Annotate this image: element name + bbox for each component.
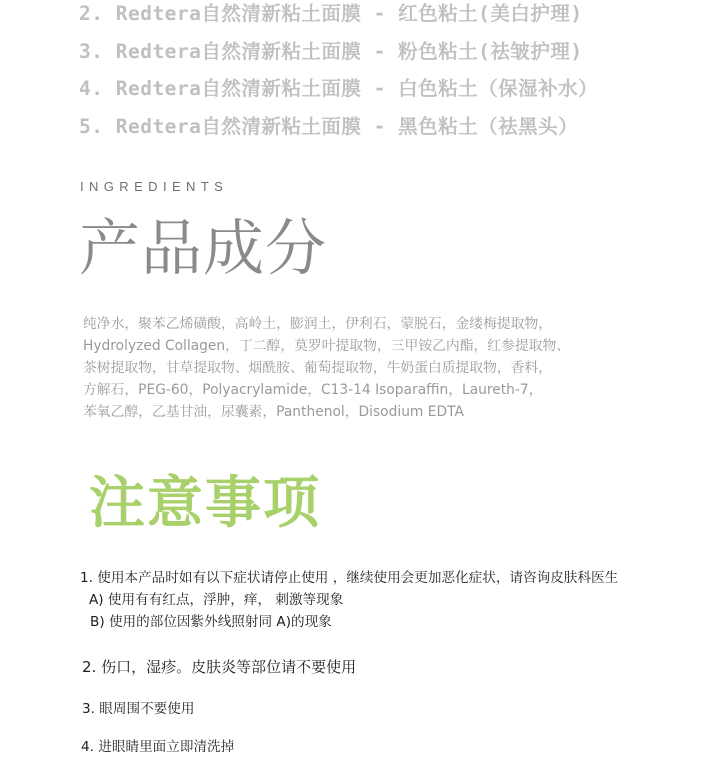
ingredient-line: 纯净水，聚苯乙烯磺酸，高岭土，膨润土，伊利石，蒙脱石，金缕梅提取物， xyxy=(83,316,553,332)
ingredients-heading: 产品成分 xyxy=(79,213,328,284)
product-variant-list xyxy=(79,0,598,145)
ingredients-list xyxy=(83,313,643,423)
ingredient-line: 茶树提取物，甘草提取物、烟酰胺、葡萄提取物，牛奶蛋白质提取物，香料， xyxy=(83,360,553,376)
notice-item-1-a: A) 使用有有红点，浮肿，痒， 刺激等现象 xyxy=(89,592,344,608)
notice-item-1-b: B) 使用的部位因紫外线照射同 A)的现象 xyxy=(90,614,332,630)
ingredient-line: 方解石，PEG-60，Polyacrylamide，C13-14 Isoparaffin，Laureth-7， xyxy=(83,382,543,398)
notice-item-3: 3. 眼周围不要使用 xyxy=(82,701,195,717)
ingredient-line: Hydrolyzed Collagen，丁二醇，莫罗叶提取物，三甲铵乙内酯，红参提取物、 xyxy=(83,338,571,354)
notice-item-4: 4. 进眼睛里面立即清洗掉 xyxy=(81,739,235,755)
ingredient-line: 苯氧乙醇，乙基甘油，尿囊素，Panthenol，Disodium EDTA xyxy=(83,404,464,420)
variant-item-black: 5. Redtera自然清新粘土面膜 - 黑色粘土（祛黑头） xyxy=(79,114,579,138)
variant-item-pink: 3. Redtera自然清新粘土面膜 - 粉色粘土(祛皱护理) xyxy=(79,39,583,63)
notice-heading: 注意事项 xyxy=(89,471,321,536)
notice-item-1: 1. 使用本产品时如有以下症状请停止使用 ，继续使用会更加恶化症状，请咨询皮肤科医生 xyxy=(80,570,619,586)
variant-item-white: 4. Redtera自然清新粘土面膜 - 白色粘土（保湿补水） xyxy=(79,77,599,100)
variant-item-red: 2. Redtera自然清新粘土面膜 - 红色粘土(美白护理) xyxy=(79,2,583,25)
ingredients-eyebrow: INGREDIENTS xyxy=(80,179,229,194)
notice-item-2: 2. 伤口，湿疹。皮肤炎等部位请不要使用 xyxy=(82,658,357,676)
